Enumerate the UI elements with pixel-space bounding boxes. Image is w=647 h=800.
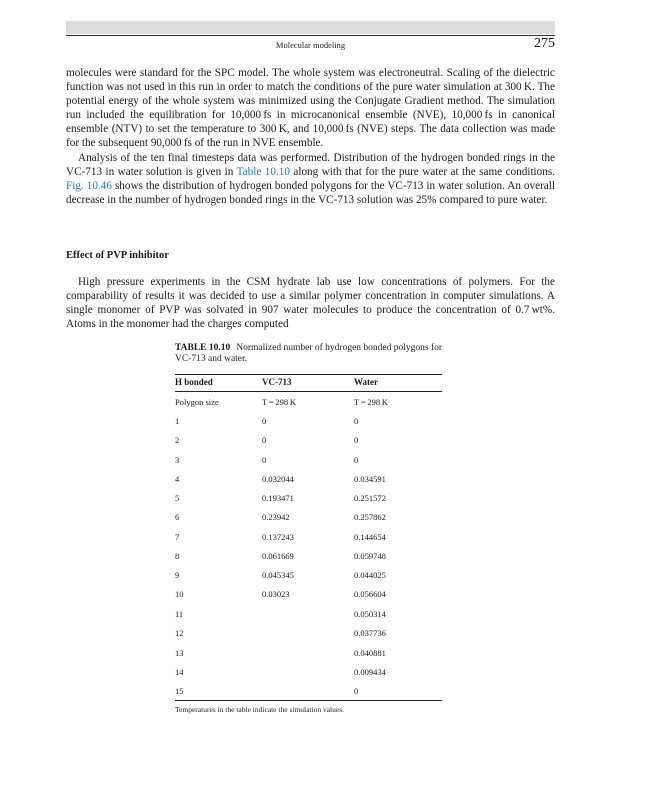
header-bar — [66, 21, 555, 34]
table-cell: 0.144654 — [354, 532, 386, 542]
table-header-col3: Water — [354, 377, 378, 387]
running-title: Molecular modeling — [275, 40, 346, 50]
table-caption — [175, 343, 445, 365]
table-cell: 14 — [175, 667, 184, 677]
table-row — [175, 686, 442, 698]
table-cell: 0.056604 — [354, 589, 386, 599]
table-row — [175, 589, 442, 601]
table-row — [175, 667, 442, 679]
table-cell: 13 — [175, 648, 184, 658]
table-cell: 7 — [175, 532, 180, 542]
table-cell: 12 — [175, 628, 184, 638]
table-header-col2: VC-713 — [262, 377, 292, 387]
table-cell: 1 — [175, 416, 180, 426]
paragraph-3: High pressure experiments in the CSM hydrate lab use low concentrations of polymers. For the comparability of results it was decided to use a similar polymer concentration in computer simulations. A single monomer of PVP was solvated in 907 water molecules to produce the concentration of 0.7 wt%. Atoms in the monomer had the charges computed — [66, 276, 555, 331]
table-cell: 0 — [262, 416, 267, 426]
table-cell: 0.23942 — [262, 512, 290, 522]
table-cell: 0.009434 — [354, 667, 386, 677]
table-cell: 0 — [354, 455, 359, 465]
table-row — [175, 570, 442, 582]
table-cell: Polygon size — [175, 397, 219, 407]
table-cell: 4 — [175, 474, 180, 484]
page-number: 275 — [534, 36, 555, 51]
table-caption-text: Normalized number of hydrogen bonded polygons for VC-713 and water. — [175, 343, 443, 364]
table-cell: 0.034591 — [354, 474, 386, 484]
body-text-top — [66, 66, 555, 207]
table-row — [175, 474, 442, 486]
table-cell: 8 — [175, 551, 180, 561]
table-cell: 0.040881 — [354, 648, 386, 658]
paragraph-2-part1: Analysis of the ten final timesteps data was performed. Distribution of the hydrogen bonded rings in the VC-713 in water solution is given in — [66, 151, 555, 178]
table-cell: T = 298 K — [354, 397, 388, 407]
table-footnote: Temperatures in the table indicate the simulation values. — [175, 705, 345, 714]
body-text-bottom — [66, 264, 555, 343]
table-row — [175, 551, 442, 563]
table-row — [175, 455, 442, 467]
table-cell: 0.059748 — [354, 551, 386, 561]
table-cell: 15 — [175, 686, 184, 696]
table-row — [175, 416, 442, 428]
table-cell: 0.193471 — [262, 493, 294, 503]
table-rule-header — [175, 391, 442, 392]
table-cell: 0.251572 — [354, 493, 386, 503]
paragraph-2-part2: along with that for the pure water at the same conditions. — [289, 165, 555, 178]
paragraph-2-part3: shows the distribution of hydrogen bonded polygons for the VC-713 in water solution. An overall decrease in the number of hydrogen bonded rings in the VC-713 solution was 25% compared to pure water. — [66, 179, 555, 206]
table-row — [175, 628, 442, 640]
table-row — [175, 532, 442, 544]
section-heading: Effect of PVP inhibitor — [66, 250, 169, 261]
table-cell: 10 — [175, 589, 184, 599]
table-row — [175, 512, 442, 524]
table-cell: 0.061669 — [262, 551, 294, 561]
table-cell: 0.257862 — [354, 512, 386, 522]
table-cell: 3 — [175, 455, 180, 465]
header-rule — [66, 35, 555, 36]
table-cell: 0 — [354, 686, 359, 696]
table-rule-bottom — [175, 700, 442, 701]
table-cell: 0 — [354, 416, 359, 426]
table-cell: 0 — [354, 435, 359, 445]
table-cell: 0.037736 — [354, 628, 386, 638]
table-cell: 9 — [175, 570, 180, 580]
table-cell: 0 — [262, 455, 267, 465]
table-cell: 0.045345 — [262, 570, 294, 580]
table-cell: 0.032044 — [262, 474, 294, 484]
table-cell: T = 298 K — [262, 397, 296, 407]
table-cell: 0.137243 — [262, 532, 294, 542]
table-reference-link[interactable]: Table 10.10 — [236, 165, 290, 178]
paragraph-1: molecules were standard for the SPC model. The whole system was electroneutral. Scaling of the dielectric function was not used in this run in order to match the conditions of the pure water simulation at 300 K. The potential energy of the whole system was minimized using the Conjugate Gradient method. The simulation run included the equilibration for 10,000 fs in microcanonical ensemble (NVE), 10,000 fs in canonical ensemble (NTV) to set the temperature to 300 K, and 10,000 fs (NVE) steps. The data collection was made for the subsequent 90,000 fs of the run in NVE ensemble. — [66, 67, 555, 150]
table-rule-top — [175, 374, 442, 375]
table-row — [175, 493, 442, 505]
table-row — [175, 609, 442, 621]
table-header-col1: H bonded — [175, 377, 213, 387]
table-row — [175, 648, 442, 660]
table-row — [175, 435, 442, 447]
table-row — [175, 397, 442, 409]
figure-reference-link[interactable]: Fig. 10.46 — [66, 179, 112, 192]
table-cell: 6 — [175, 512, 180, 522]
paragraph-2 — [66, 151, 555, 207]
table-cell: 0.044025 — [354, 570, 386, 580]
table-cell: 0 — [262, 435, 267, 445]
table-cell: 5 — [175, 493, 180, 503]
table-cell: 11 — [175, 609, 184, 619]
table-cell: 0.050314 — [354, 609, 386, 619]
table-label: TABLE 10.10 — [175, 343, 231, 353]
table-cell: 0.03023 — [262, 589, 290, 599]
table-cell: 2 — [175, 435, 180, 445]
